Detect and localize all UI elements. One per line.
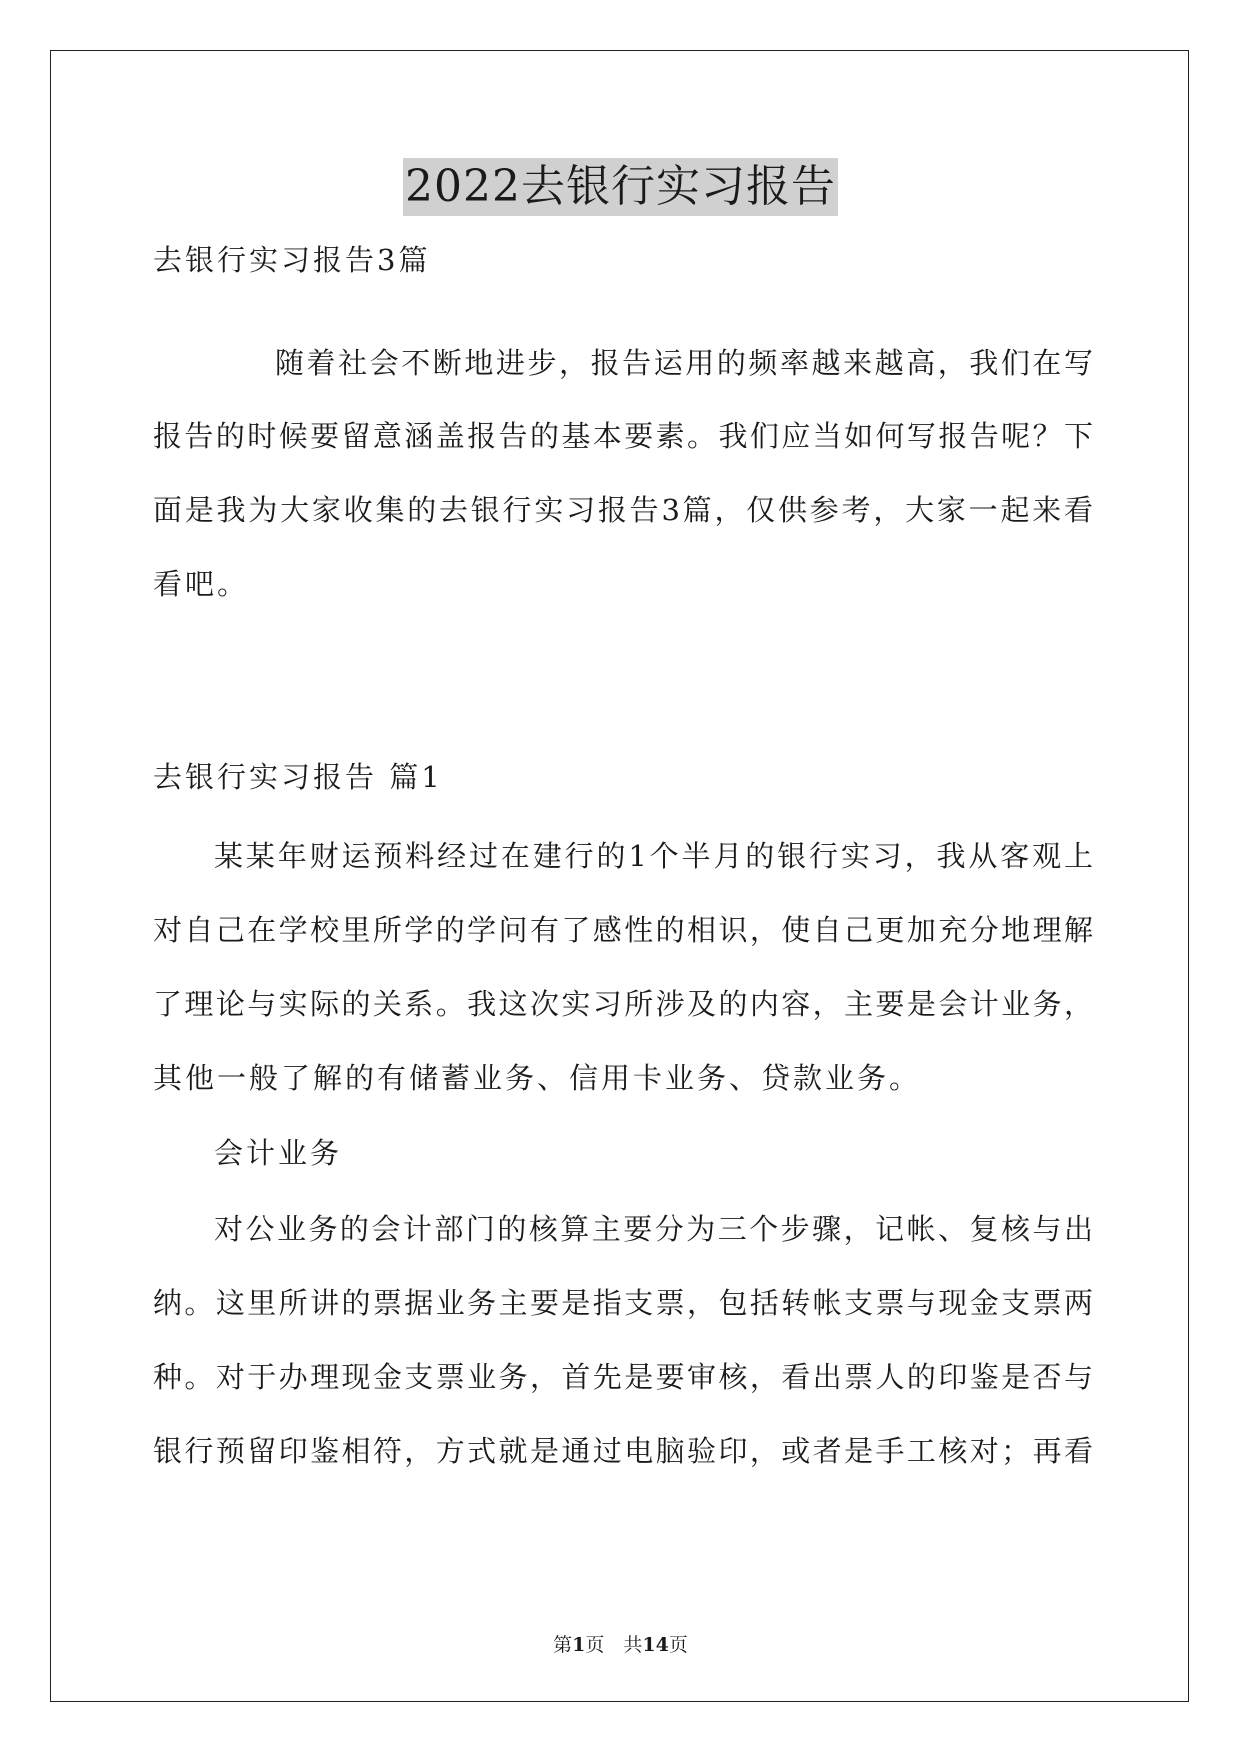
page-footer (0, 1633, 1241, 1657)
para1-line-4: 其他一般了解的有储蓄业务、信用卡业务、贷款业务。 (153, 1061, 922, 1095)
para2-line-4: 银行预留印鉴相符，方式就是通过电脑验印，或者是手工核对；再看 (153, 1434, 1093, 1468)
intro-line-2: 报告的时候要留意涵盖报告的基本要素。我们应当如何写报告呢？下 (153, 419, 1093, 453)
para1-line-3: 了理论与实际的关系。我这次实习所涉及的内容，主要是会计业务， (153, 987, 1093, 1021)
sub-heading: 会计业务 (214, 1136, 343, 1170)
intro-line-3: 面是我为大家收集的去银行实习报告3篇，仅供参考，大家一起来看 (153, 493, 1093, 527)
title-container (0, 158, 1241, 216)
page-prefix: 第 (553, 1634, 573, 1656)
page-suffix: 页 (668, 1634, 688, 1656)
para1-line-2: 对自己在学校里所学的学问有了感性的相识，使自己更加充分地理解 (153, 913, 1093, 947)
para2-line-1: 对公业务的会计部门的核算主要分为三个步骤，记帐、复核与出 (214, 1212, 1093, 1246)
document-title: 2022去银行实习报告 (403, 158, 838, 216)
page-mid: 页 共 (585, 1634, 643, 1656)
para2-line-2: 纳。这里所讲的票据业务主要是指支票，包括转帐支票与现金支票两 (153, 1286, 1093, 1320)
intro-line-1: 随着社会不断地进步，报告运用的频率越来越高，我们在写 (275, 346, 1093, 380)
para2-line-3: 种。对于办理现金支票业务，首先是要审核，看出票人的印鉴是否与 (153, 1360, 1093, 1394)
document-subtitle: 去银行实习报告3篇 (153, 243, 431, 277)
page-total: 14 (642, 1634, 669, 1656)
para1-line-1: 某某年财运预料经过在建行的1个半月的银行实习，我从客观上 (214, 839, 1093, 873)
section-heading: 去银行实习报告 篇1 (153, 760, 443, 794)
intro-line-4: 看吧。 (153, 567, 250, 601)
page-current: 1 (572, 1634, 586, 1656)
